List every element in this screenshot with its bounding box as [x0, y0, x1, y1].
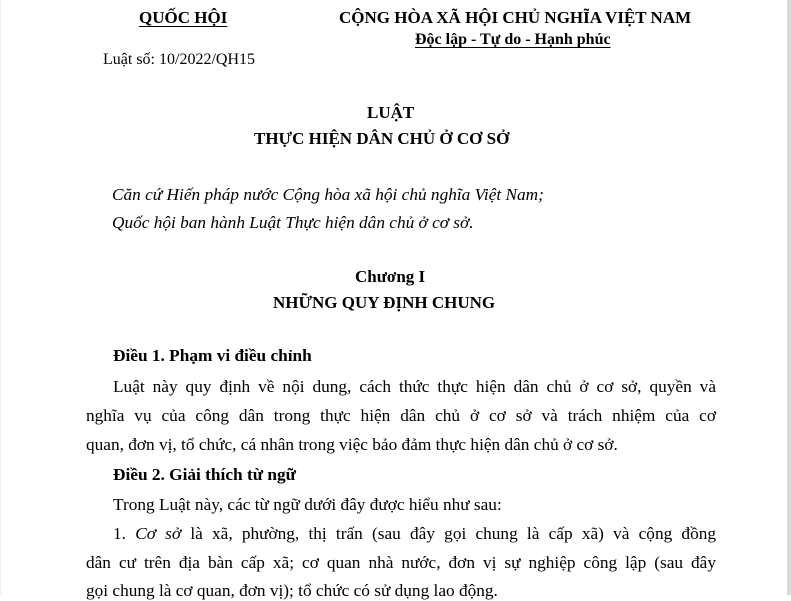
article-1-line-2: nghĩa vụ của công dân trong thực hiện dân chủ ở cơ sở và trách nhiệm của cơ — [86, 406, 716, 425]
document-type: LUẬT — [367, 103, 415, 122]
chapter-number: Chương I — [355, 267, 426, 286]
article-1-line-1: Luật này quy định về nội dung, cách thức thực hiện dân chủ ở cơ sở, quyền và — [113, 377, 716, 396]
motto: Độc lập - Tự do - Hạnh phúc — [415, 31, 611, 48]
item-1-number: 1. — [113, 524, 136, 543]
item-1-term: Cơ sở — [135, 524, 182, 543]
article-1-line-3: quan, đơn vị, tổ chức, cá nhân trong việc bảo đảm thực hiện dân chủ ở cơ sở. — [86, 435, 618, 454]
article-2-item-1-line-1 — [113, 524, 716, 544]
country-name: CỘNG HÒA XÃ HỘI CHỦ NGHĨA VIỆT NAM — [339, 8, 692, 27]
article-2-item-1-line-2: dân cư trên địa bàn cấp xã; cơ quan nhà nước, đơn vị sự nghiệp công lập (sau đây — [86, 553, 716, 572]
preamble-line-2: Quốc hội ban hành Luật Thực hiện dân chủ ở cơ sở. — [112, 213, 474, 232]
article-2-item-1-line-3: gọi chung là cơ quan, đơn vị); tổ chức có sử dụng lao động. — [86, 581, 498, 600]
page-right-edge — [787, 0, 791, 595]
item-1-definition: là xã, phường, thị trấn (sau đây gọi chung là cấp xã) và cộng đồng — [181, 524, 716, 543]
law-number: Luật số: 10/2022/QH15 — [103, 51, 255, 68]
article-1-heading: Điều 1. Phạm vi điều chỉnh — [113, 346, 312, 365]
page-left-edge — [0, 0, 1, 595]
article-2-intro: Trong Luật này, các từ ngữ dưới đây được hiểu như sau: — [113, 495, 502, 514]
document-title: THỰC HIỆN DÂN CHỦ Ở CƠ SỞ — [254, 129, 510, 148]
preamble-line-1: Căn cứ Hiến pháp nước Cộng hòa xã hội chủ nghĩa Việt Nam; — [112, 185, 544, 204]
article-2-heading: Điều 2. Giải thích từ ngữ — [113, 465, 297, 484]
chapter-title: NHỮNG QUY ĐỊNH CHUNG — [273, 293, 496, 312]
issuer-name: QUỐC HỘI — [139, 8, 228, 27]
